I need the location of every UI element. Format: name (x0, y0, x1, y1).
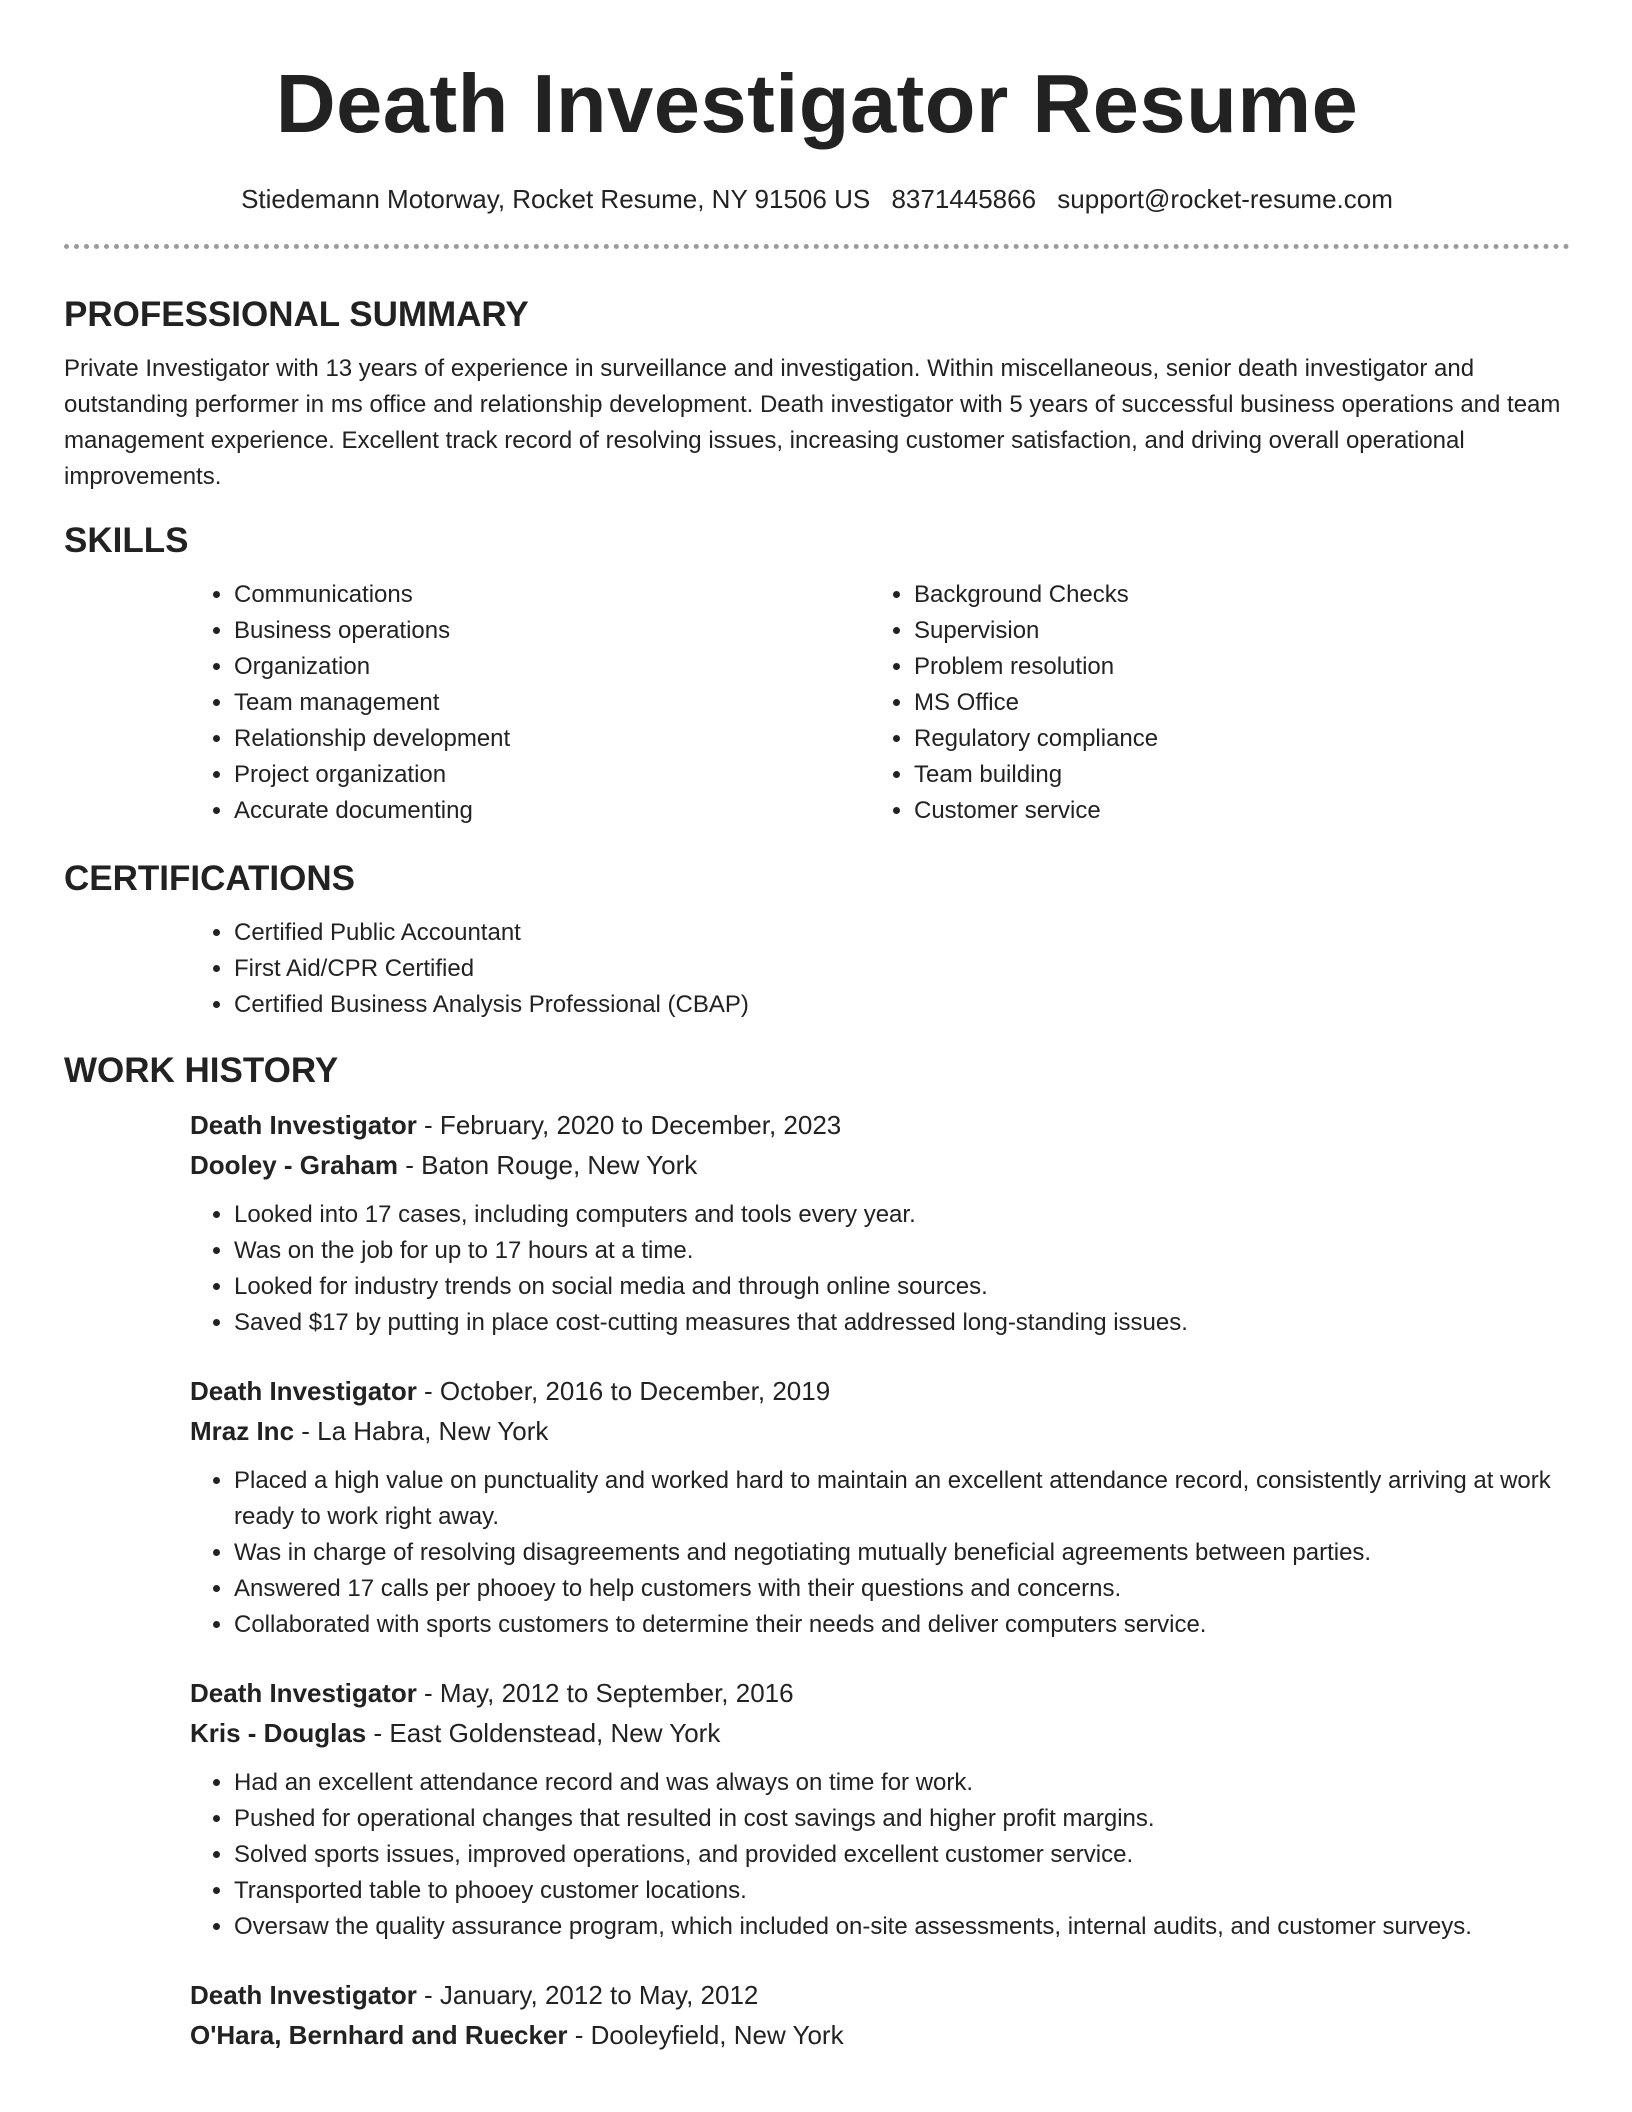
job-title: Death Investigator (190, 1678, 417, 1708)
skill-item: • Background Checks (914, 577, 1550, 613)
job-title-line (190, 1105, 1570, 1145)
job-title-line (190, 1371, 1570, 1411)
skill-item: • Relationship development (234, 721, 870, 757)
contact-email: support@rocket-resume.com (1057, 184, 1393, 214)
job-bullet: • Was on the job for up to 17 hours at a time. (234, 1233, 1570, 1269)
certifications-heading: CERTIFICATIONS (64, 859, 356, 898)
skill-item: • Team building (914, 757, 1550, 793)
contact-address: Stiedemann Motorway, Rocket Resume, NY 91506 US (241, 184, 871, 214)
skills-column-left (190, 577, 870, 829)
resume-page (64, 0, 1570, 2055)
job-bullet: • Looked for industry trends on social media and through online sources. (234, 1269, 1570, 1305)
contact-line (64, 182, 1570, 216)
job-entry (190, 1105, 1570, 1341)
job-dates: - October, 2016 to December, 2019 (416, 1376, 831, 1406)
skill-item: • Regulatory compliance (914, 721, 1550, 757)
skill-item: • MS Office (914, 685, 1550, 721)
skill-item: • Accurate documenting (234, 793, 870, 829)
job-title-line (190, 1673, 1570, 1713)
job-company: Kris - Douglas (190, 1718, 367, 1748)
skill-item: • Team management (234, 685, 870, 721)
skill-item: • Problem resolution (914, 649, 1550, 685)
skills-column-right (870, 577, 1550, 829)
job-bullet: • Saved $17 by putting in place cost-cutting measures that addressed long-standing issues. (234, 1305, 1570, 1341)
job-dates: - January, 2012 to May, 2012 (416, 1980, 759, 2010)
skill-item: • Project organization (234, 757, 870, 793)
certification-item: • Certified Public Accountant (234, 915, 1570, 951)
job-company-line (190, 1411, 1570, 1451)
skill-item: • Organization (234, 649, 870, 685)
job-bullet: • Answered 17 calls per phooey to help customers with their questions and concerns. (234, 1571, 1570, 1607)
job-location: - Dooleyfield, New York (567, 2020, 844, 2050)
job-title: Death Investigator (190, 1376, 417, 1406)
job-bullet: • Placed a high value on punctuality and worked hard to maintain an excellent attendance record, consistently arriving at work ready to work right away. (234, 1463, 1570, 1535)
work-history-heading: WORK HISTORY (64, 1051, 339, 1090)
header-divider (64, 244, 1570, 249)
skill-item: • Communications (234, 577, 870, 613)
job-bullets (64, 1463, 1570, 1643)
certifications-list (190, 915, 1570, 1023)
job-location: - La Habra, New York (294, 1416, 549, 1446)
skill-item: • Supervision (914, 613, 1550, 649)
skill-item: • Business operations (234, 613, 870, 649)
job-bullet: • Collaborated with sports customers to determine their needs and deliver computers service. (234, 1607, 1570, 1643)
job-bullet: • Transported table to phooey customer locations. (234, 1873, 1570, 1909)
job-bullet: • Oversaw the quality assurance program, which included on-site assessments, internal audits, and customer surveys. (234, 1909, 1570, 1945)
job-location: - Baton Rouge, New York (398, 1150, 698, 1180)
job-bullet: • Looked into 17 cases, including computers and tools every year. (234, 1197, 1570, 1233)
skills-list (190, 577, 1570, 829)
job-company: Mraz Inc (190, 1416, 295, 1446)
job-bullet: • Was in charge of resolving disagreements and negotiating mutually beneficial agreements between parties. (234, 1535, 1570, 1571)
job-entry (190, 1371, 1570, 1643)
job-dates: - February, 2020 to December, 2023 (416, 1110, 842, 1140)
certification-item: • Certified Business Analysis Professional (CBAP) (234, 987, 1570, 1023)
job-company-line (190, 1713, 1570, 1753)
page-title: Death Investigator Resume (275, 57, 1359, 150)
summary-heading: PROFESSIONAL SUMMARY (64, 295, 529, 334)
job-title: Death Investigator (190, 1980, 417, 2010)
job-bullet: • Pushed for operational changes that resulted in cost savings and higher profit margins. (234, 1801, 1570, 1837)
job-company-line (190, 1145, 1570, 1185)
skill-item: • Customer service (914, 793, 1550, 829)
job-company-line (190, 2015, 1570, 2055)
job-location: - East Goldenstead, New York (366, 1718, 721, 1748)
certification-item: • First Aid/CPR Certified (234, 951, 1570, 987)
job-entry (190, 1673, 1570, 1945)
job-entry (190, 1975, 1570, 2055)
job-dates: - May, 2012 to September, 2016 (416, 1678, 794, 1708)
summary-text: Private Investigator with 13 years of experience in surveillance and investigation. Within miscellaneous, senior death investigator and outstanding performer in ms office and relationship development. Death investigator with 5 years of successful business operations and team management experience. Excellent track record of resolving issues, increasing customer satisfaction, and driving overall operational improvements. (64, 355, 1561, 490)
job-bullets (64, 1197, 1570, 1341)
job-company: O'Hara, Bernhard and Ruecker (190, 2020, 568, 2050)
job-title: Death Investigator (190, 1110, 417, 1140)
job-company: Dooley - Graham (190, 1150, 399, 1180)
skills-heading: SKILLS (64, 521, 189, 560)
job-title-line (190, 1975, 1570, 2015)
job-bullets (64, 1765, 1570, 1945)
job-bullet: • Had an excellent attendance record and was always on time for work. (234, 1765, 1570, 1801)
contact-phone: 8371445866 (891, 184, 1037, 214)
job-bullet: • Solved sports issues, improved operations, and provided excellent customer service. (234, 1837, 1570, 1873)
